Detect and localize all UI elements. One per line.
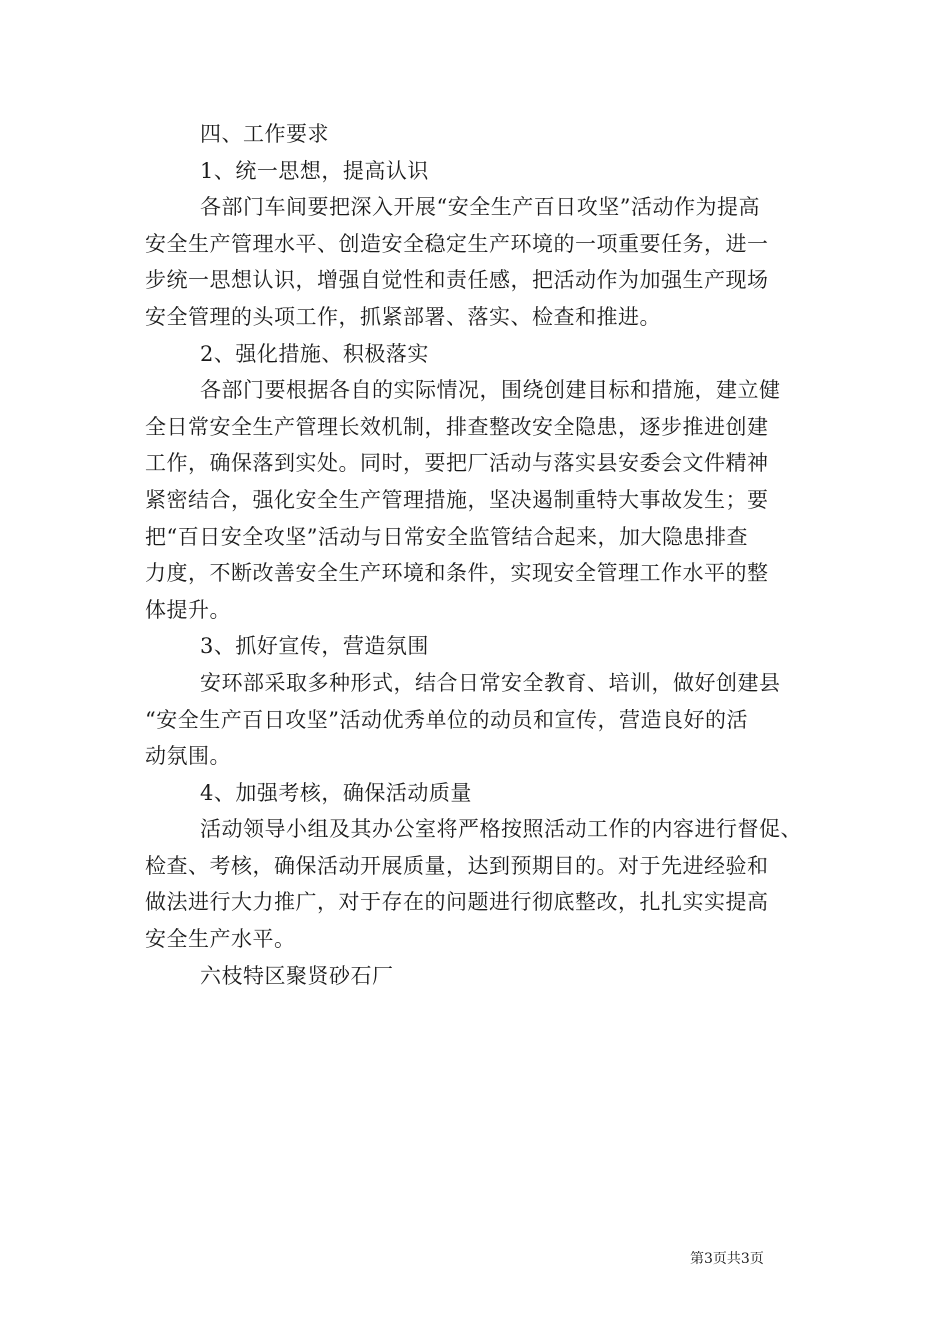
paragraph-line: 步统一思想认识，增强自觉性和责任感，把活动作为加强生产现场 [145, 268, 769, 293]
paragraph-line: 把“百日安全攻坚”活动与日常安全监管结合起来，加大隐患排查 [145, 524, 748, 549]
paragraph-line: 全日常安全生产管理长效机制，排查整改安全隐患，逐步推进创建 [145, 414, 769, 439]
subheading-1: 1、统一思想，提高认识 [200, 158, 429, 183]
paragraph-line: 安全生产水平。 [145, 927, 296, 952]
paragraph-line: 安全生产管理水平、创造安全稳定生产环境的一项重要任务，进一 [145, 231, 769, 256]
paragraph-line: 活动领导小组及其办公室将严格按照活动工作的内容进行督促、 [200, 817, 802, 842]
paragraph-line: 安环部采取多种形式，结合日常安全教育、培训，做好创建县 [200, 670, 781, 695]
subheading-4: 4、加强考核，确保活动质量 [200, 780, 472, 805]
paragraph-line: 各部门车间要把深入开展“安全生产百日攻坚”活动作为提高 [200, 195, 760, 220]
subheading-3: 3、抓好宣传，营造氛围 [200, 634, 429, 659]
paragraph-line: 各部门要根据各自的实际情况，围绕创建目标和措施，建立健 [200, 378, 781, 403]
section-heading: 四、工作要求 [200, 122, 329, 146]
paragraph-line: 紧密结合，强化安全生产管理措施，坚决遏制重特大事故发生；要 [145, 487, 769, 512]
paragraph-line: “安全生产百日攻坚”活动优秀单位的动员和宣传，营造良好的活 [145, 707, 748, 732]
signature-organization: 六枝特区聚贤砂石厂 [200, 963, 394, 988]
subheading-2: 2、强化措施、积极落实 [200, 341, 429, 366]
paragraph-line: 检查、考核，确保活动开展质量，达到预期目的。对于先进经验和 [145, 853, 769, 878]
paragraph-line: 安全管理的头项工作，抓紧部署、落实、检查和推进。 [145, 304, 661, 329]
document-body [145, 116, 805, 994]
paragraph-line: 体提升。 [145, 597, 231, 622]
paragraph-line: 工作，确保落到实处。同时，要把厂活动与落实县安委会文件精神 [145, 451, 769, 476]
page-number-footer: 第3页共3页 [690, 1251, 764, 1267]
paragraph-line: 力度，不断改善安全生产环境和条件，实现安全管理工作水平的整 [145, 561, 769, 586]
paragraph-line: 动氛围。 [145, 744, 231, 769]
paragraph-line: 做法进行大力推广，对于存在的问题进行彻底整改，扎扎实实提高 [145, 890, 769, 915]
